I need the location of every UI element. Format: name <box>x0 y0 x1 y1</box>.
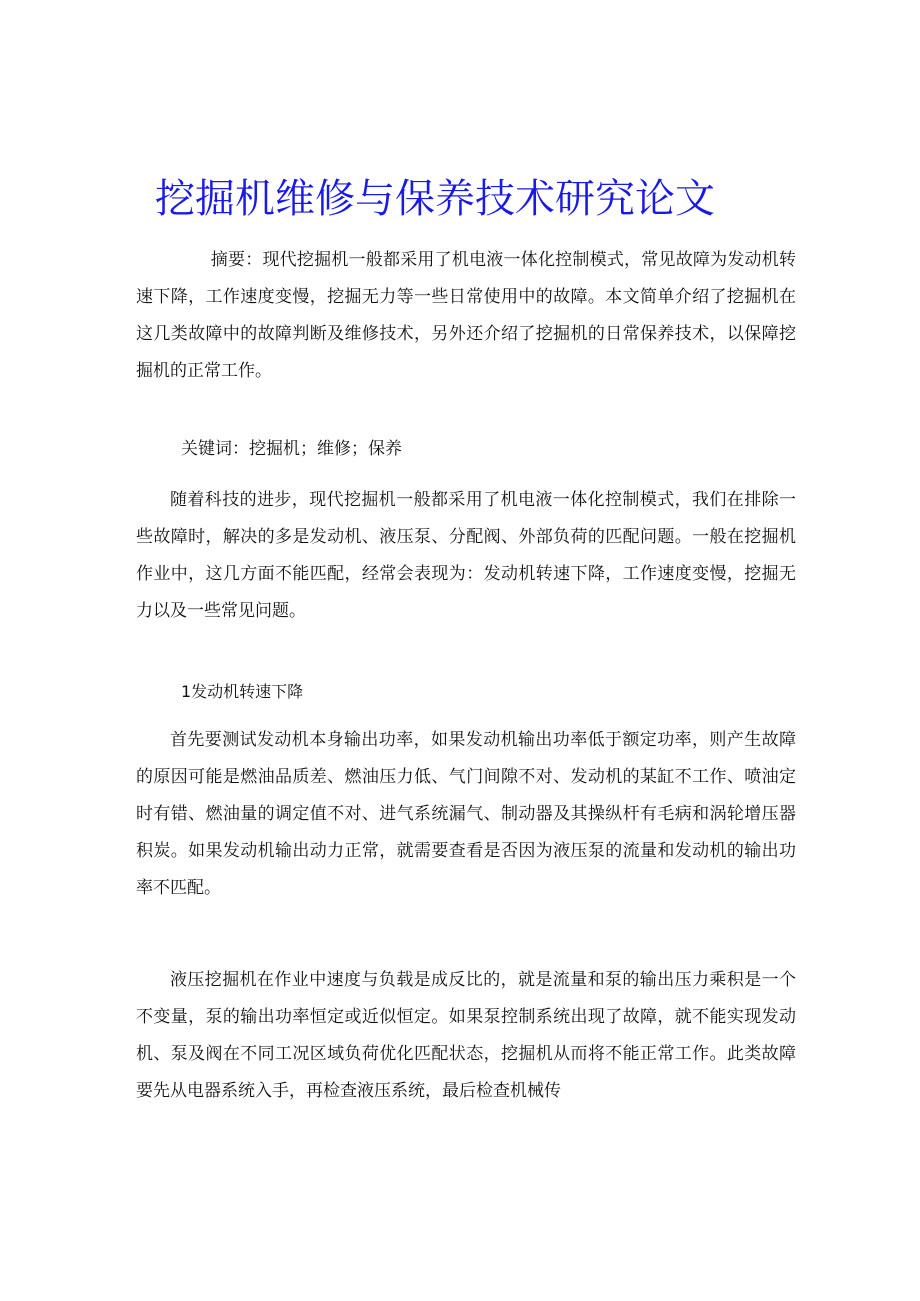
section-heading: 1发动机转速下降 <box>181 682 304 701</box>
document-title: 挖掘机维修与保养技术研究论文 <box>155 176 715 222</box>
body-paragraph: 随着科技的进步，现代挖掘机一般都采用了机电液一体化控制模式，我们在排除一些故障时，解决的多是发动机、液压泵、分配阀、外部负荷的匹配问题。一般在挖掘机作业中，这几方面不能匹配，经常会表现为：发动机转速下降，工作速度变慢，挖掘无力以及一些常见问题。 <box>136 490 796 621</box>
abstract-paragraph: 摘要：现代挖掘机一般都采用了机电液一体化控制模式，常见故障为发动机转速下降，工作速度变慢，挖掘无力等一些日常使用中的故障。本文简单介绍了挖掘机在这几类故障中的故障判断及维修技术，另外还介绍了挖掘机的日常保养技术，以保障挖掘机的正常工作。 <box>136 250 796 381</box>
body-paragraph: 液压挖掘机在作业中速度与负载是成反比的，就是流量和泵的输出压力乘积是一个不变量，泵的输出功率恒定或近似恒定。如果泵控制系统出现了故障，就不能实现发动机、泵及阀在不同工况区域负荷优化匹配状态，挖掘机从而将不能正常工作。此类故障要先从电器系统入手，再检查液压系统，最后检查机械传 <box>136 970 796 1101</box>
body-paragraph: 首先要测试发动机本身输出功率，如果发动机输出功率低于额定功率，则产生故障的原因可能是燃油品质差、燃油压力低、气门间隙不对、发动机的某缸不工作、喷油定时有错、燃油量的调定值不对、进气系统漏气、制动器及其操纵杆有毛病和涡轮增压器积炭。如果发动机输出动力正常，就需要查看是否因为液压泵的流量和发动机的输出功率不匹配。 <box>136 730 796 898</box>
keywords-line: 关键词：挖掘机；维修；保养 <box>181 439 402 459</box>
